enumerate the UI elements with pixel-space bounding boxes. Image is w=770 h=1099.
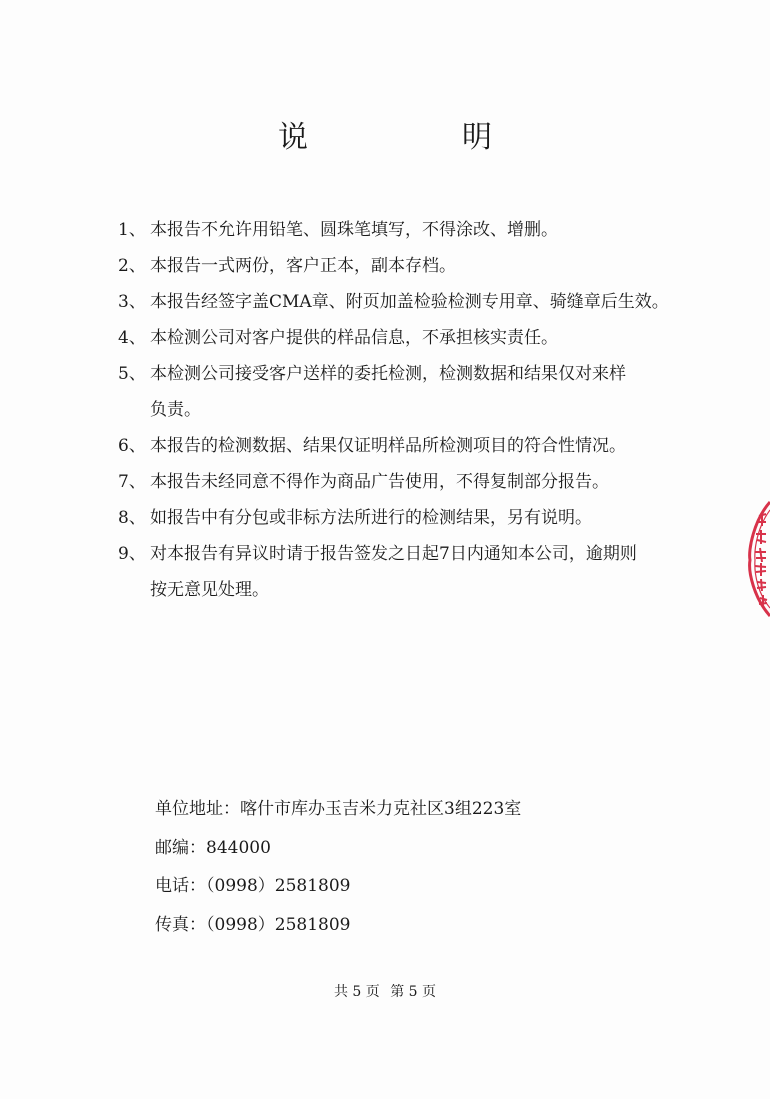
list-item [118,500,728,536]
item-text-continuation: 按无意见处理。 [150,580,269,600]
address-line: 单位地址：喀什市库办玉吉米力克社区3组223室 [155,799,522,819]
item-number: 9、 [118,544,146,564]
instructions-list [118,212,728,608]
item-number: 5、 [118,364,146,384]
current-page: 第 5 页 [390,984,437,1000]
item-number: 2、 [118,256,146,276]
page-footer [0,981,770,1001]
item-number: 3、 [118,292,146,312]
list-item [118,464,728,500]
item-number: 6、 [118,436,146,456]
list-item [118,212,728,248]
item-text: 本报告一式两份，客户正本，副本存档。 [150,256,456,276]
item-number: 7、 [118,472,146,492]
fax-line: 传真：（0998）2581809 [155,914,351,935]
item-text: 本报告的检测数据、结果仅证明样品所检测项目的符合性情况。 [150,436,626,456]
list-item [118,428,728,464]
item-number: 8、 [118,508,146,528]
phone-line: 电话：（0998）2581809 [155,876,351,896]
list-item [118,356,728,428]
list-item [118,536,728,608]
item-text: 本检测公司对客户提供的样品信息，不承担核实责任。 [150,328,558,348]
item-text: 本报告不允许用铅笔、圆珠笔填写，不得涂改、增删。 [150,220,558,240]
list-item [118,248,728,284]
seam-seal-icon [744,500,770,618]
total-pages: 共 5 页 [333,984,380,1000]
item-number: 4、 [118,328,146,348]
item-text: 本报告经签字盖CMA章、附页加盖检验检测专用章、骑缝章后生效。 [150,292,669,312]
contact-block [155,790,521,944]
item-text-continuation: 负责。 [150,400,201,420]
item-text: 对本报告有异议时请于报告签发之日起7日内通知本公司，逾期则 [150,544,637,564]
postcode-line: 邮编：844000 [155,837,271,858]
list-item [118,320,728,356]
item-text: 如报告中有分包或非标方法所进行的检测结果，另有说明。 [150,508,592,528]
item-number: 1、 [118,220,146,240]
item-text: 本报告未经同意不得作为商品广告使用，不得复制部分报告。 [150,472,609,492]
item-text: 本检测公司接受客户送样的委托检测，检测数据和结果仅对来样 [150,364,626,384]
list-item [118,284,728,320]
page-title: 说 明 [278,120,554,155]
